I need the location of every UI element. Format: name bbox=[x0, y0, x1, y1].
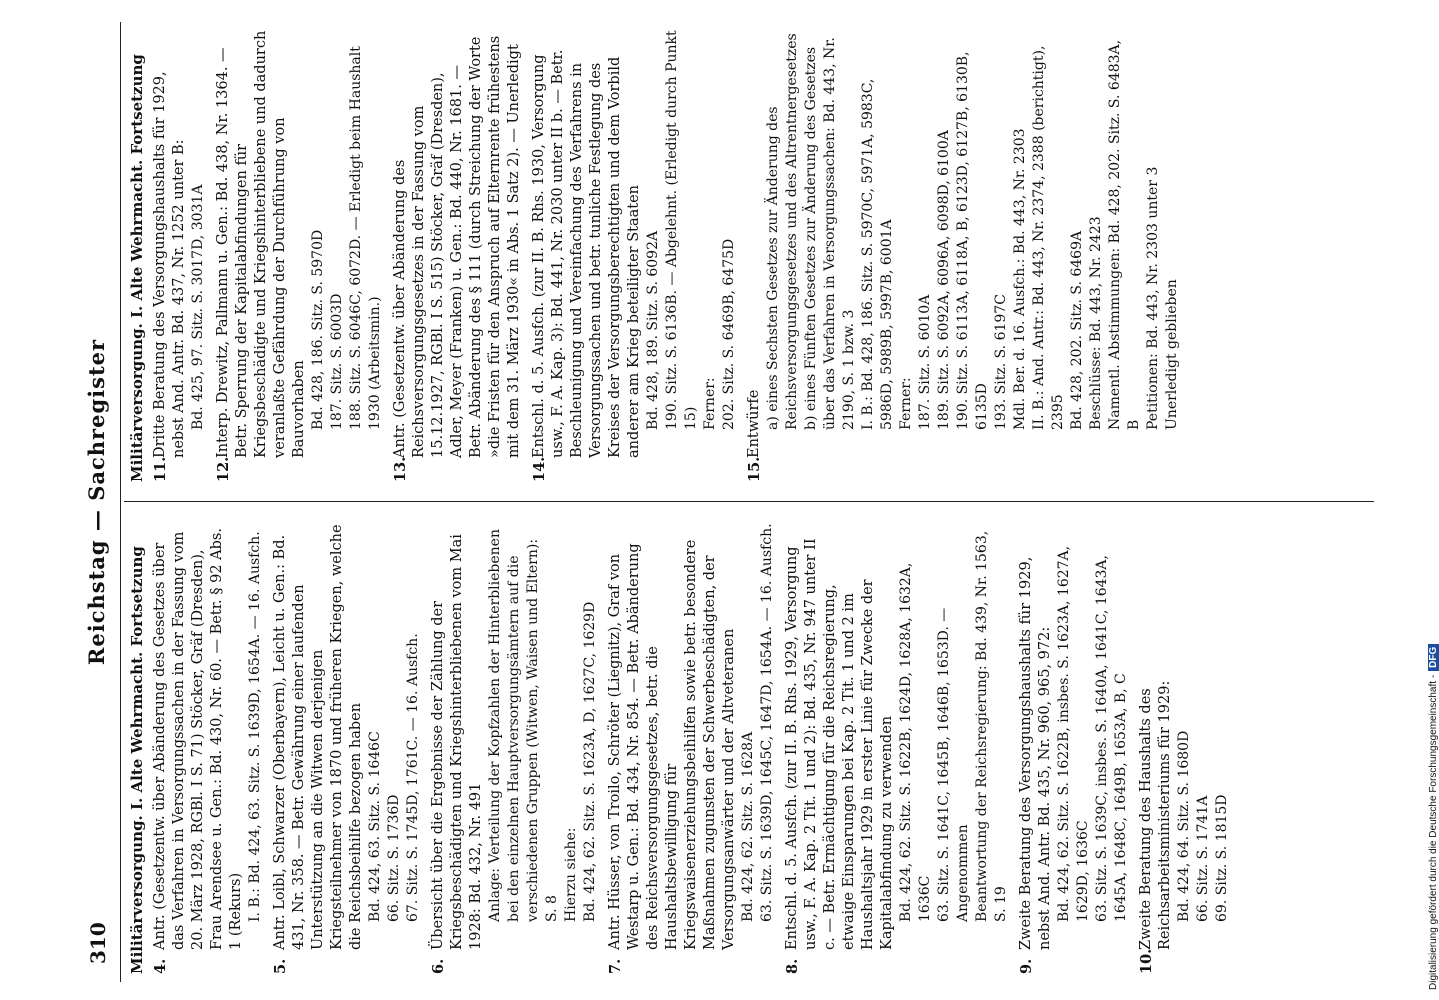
register-entry bbox=[151, 522, 265, 974]
entry-number: 13. bbox=[392, 456, 409, 482]
entry-number: 4. bbox=[152, 958, 169, 974]
entry-reference: I. B.: Bd. 424, 63. Sitz. S. 1639D, 1654A. — 16. Ausfch. bbox=[247, 531, 263, 922]
entry-number: 7. bbox=[607, 958, 624, 974]
entry-number: 10. bbox=[1138, 948, 1155, 974]
header-rule bbox=[120, 22, 121, 982]
entry-text: Entschl. d. 5. Ausfch. (zur II. B. Rhs. 1930, Versorgung usw., F. A. Kap. 3): Bd. 441, Nr. 2030 unter II b. — Betr. Beschleunigung und Vereinfachung des Verfahrens in Versorgungssachen und betr. tunliche Festlegung des Kreises der Versorgungsberechtigten und dem Vorbild anderer am Krieg beteiligter Staaten bbox=[531, 49, 642, 458]
dfg-logo: DFG bbox=[1428, 644, 1439, 671]
right-column-heading: Militärversorgung. I. Alte Wehrmacht. Fortsetzung bbox=[128, 54, 146, 482]
entry-reference: 190. Sitz. S. 6113A, 6118A, B, 6123D, 6127B, 6130B, 6135D bbox=[955, 51, 990, 430]
entry-reference: Beschlüsse: Bd. 443, Nr. 2423 bbox=[1088, 216, 1104, 430]
entry-number: 8. bbox=[784, 958, 801, 974]
entry-reference: Petitionen: Bd. 443, Nr. 2303 unter 3 bbox=[1145, 166, 1161, 430]
right-column bbox=[128, 30, 1188, 482]
page-number: 310 bbox=[86, 922, 110, 964]
entry-number: 9. bbox=[1018, 958, 1035, 974]
page-title: Reichstag — Sachregister bbox=[84, 338, 109, 666]
entry-reference: Bd. 428, 186. Sitz. S. 5970D bbox=[310, 229, 326, 430]
register-entry bbox=[530, 30, 739, 482]
entry-text: Dritte Beratung des Versorgungshaushalts für 1929, nebst And. Antr. Bd. 437, Nr. 1252 unter B: bbox=[152, 71, 187, 458]
register-entry bbox=[606, 522, 777, 974]
entry-reference: Beantwortung der Reichsregierung: Bd. 439, Nr. 1563, S. 19 bbox=[974, 530, 1009, 922]
entry-text: Interp. Drewitz, Pallmann u. Gen.: Bd. 438, Nr. 1364. — Betr. Sperrung der Kapitalabfindungen für Kriegsbeschädigte und Kriegshinterbliebene und dadurch veranlaßte Gefährdung der Durchführung von Bauvorhaben bbox=[215, 30, 307, 458]
entry-text: Übersicht über die Ergebnisse der Zählung der Kriegsbeschädigten und Kriegshinterbliebenen vom Mai 1928: Bd. 432, Nr. 491 bbox=[430, 534, 484, 950]
entry-text: Zweite Beratung des Versorgungshaushalts für 1929, nebst And. Antr. Bd. 435, Nr. 960, 965, 972: bbox=[1018, 556, 1053, 950]
entry-reference: Bd. 424, 62. Sitz. S. 1622B, 1624D, 1628A, 1632A, 1636C bbox=[898, 562, 933, 922]
entry-number: 14. bbox=[531, 456, 548, 482]
entry-number: 12. bbox=[215, 456, 232, 482]
left-column-heading: Militärversorgung. I. Alte Wehrmacht. Fortsetzung bbox=[128, 546, 146, 974]
entry-reference: Bd. 424, 62. Sitz. S. 1623A, D, 1627C, 1629D bbox=[582, 601, 598, 922]
entry-reference: Ferner: bbox=[898, 377, 914, 430]
entry-reference: 187. Sitz. S. 6010A bbox=[917, 294, 933, 430]
entry-number: 15. bbox=[746, 456, 763, 482]
entry-text: Antr. Loibl, Schwarzer (Oberbayern), Leicht u. Gen.: Bd. 431, Nr. 358. — Betr. Gewährung einer laufenden Unterstützung an die Witwen derjenigen Kriegsteilnehmer von 1870 und früheren Kriegen, welche die Reichsbeihilfe bezogen haben bbox=[272, 524, 364, 950]
entry-reference: Hierzu siehe: bbox=[563, 827, 579, 922]
entry-reference: a) eines Sechsten Gesetzes zur Änderung des Reichsversorgungsgesetzes und des Altrentnergesetzes bbox=[765, 33, 800, 430]
entry-text: Entwürfe bbox=[746, 389, 762, 458]
entry-number: 11. bbox=[152, 456, 169, 482]
entry-reference: 188. Sitz. S. 6046C, 6072D. — Erledigt beim Haushalt 1930 (Arbeitsmin.) bbox=[348, 46, 383, 430]
entry-text: Antr. (Gesetzentw. über Abänderung des Gesetzes über das Verfahren in Versorgungssachen in der Fassung vom 20. März 1928, RGBl. I S. 71) Stöcker, Gräf (Dresden), Frau Arendsee u. Gen.: Bd. 430, Nr. 60. — Betr. § 92 Abs. 1 (Rekurs) bbox=[152, 528, 244, 950]
credit-text: Digitalisierung gefördert durch die Deutsche Forschungsgemeinschaft - bbox=[1428, 674, 1439, 990]
column-divider bbox=[124, 501, 1374, 502]
entry-number: 6. bbox=[430, 958, 447, 974]
entry-reference: Ferner: bbox=[702, 377, 718, 430]
entry-reference: Bd. 425, 97. Sitz. S. 3017D, 3031A bbox=[190, 184, 206, 430]
register-entry bbox=[151, 30, 208, 482]
entry-reference: 63. Sitz. S. 1639C, insbes. S. 1640A, 1641C, 1643A, 1645A, 1648C, 1649B, 1653A, B, C bbox=[1094, 555, 1129, 922]
entry-reference: Unerledigt geblieben bbox=[1164, 279, 1180, 430]
entry-reference: Bd. 428, 202. Sitz. S. 6469A bbox=[1069, 230, 1085, 430]
entry-reference: 202. Sitz. S. 6469B, 6475D bbox=[721, 238, 737, 430]
entry-reference: Mdl. Ber. d. 16. Ausfch.: Bd. 443, Nr. 2303 bbox=[1012, 128, 1028, 430]
entry-reference: Bd. 428, 189. Sitz. S. 6092A bbox=[645, 230, 661, 430]
entry-reference: 69. Sitz. S. 1815D bbox=[1214, 794, 1230, 922]
entry-text: Zweite Beratung des Haushalts des Reichsarbeitsministeriums für 1929: bbox=[1138, 680, 1173, 950]
entry-reference: Bd. 424, 62. Sitz. S. 1622B, insbes. S. 1623A, 1627A, 1629D, 1636C bbox=[1056, 545, 1091, 922]
register-entry bbox=[214, 30, 385, 482]
entry-reference: 66. Sitz. S. 1736D bbox=[386, 794, 402, 922]
entry-reference: b) eines Fünften Gesetzes zur Änderung des Gesetzes über das Verfahren in Versorgungssachen: Bd. 443, Nr. 2190, S. 1 bzw. 3 bbox=[803, 37, 857, 430]
register-entry bbox=[745, 30, 1182, 482]
entry-reference: 63. Sitz. S. 1639D, 1645C, 1647D, 1654A. — 16. Ausfch. bbox=[759, 523, 775, 922]
entry-reference: 189. Sitz. S. 6092A, 6096A, 6098D, 6100A bbox=[936, 130, 952, 430]
entry-reference: I. B.: Bd. 428, 186. Sitz. S. 5970C, 5971A, 5983C, 5986D, 5989B, 5997B, 6001A bbox=[860, 78, 895, 430]
entry-reference: 63. Sitz. S. 1641C, 1645B, 1646B, 1653D. — Angenommen bbox=[936, 607, 971, 922]
entry-text: Antr. (Gesetzentw. über Abänderung des Reichsversorgungsgesetzes in der Fassung vom 15.12.1927, RGBl. I S. 515) Stöcker, Gräf (Dresden), Adler, Meyer (Franken) u. Gen.: Bd. 440, Nr. 1681. — Betr. Abänderung des § 111 (durch Streichung der Worte »die Fristen für den Anspruch auf Elternrente frühestens mit dem 31. März 1930« in Abs. 1 Satz 2). — Unerledigt bbox=[392, 35, 522, 458]
entry-reference: 190. Sitz. S. 6136B. — Abgelehnt. (Erledigt durch Punkt 15) bbox=[664, 30, 699, 430]
entry-text: Entschl. d. 5. Ausfch. (zur II. B. Rhs. 1929, Versorgung usw., F. A. Kap. 2 Tit. 1 und 2): Bd. 435, Nr. 947 unter II c. — Betr. Ermächtigung für die Reichsregierung, etwaige Einsparungen bei Kap. 2 Tit. 1 und 2 im Haushaltsjahr 1929 in erster Linie für Zwecke der Kapitalabfindung zu verwenden bbox=[784, 538, 895, 950]
register-entry bbox=[783, 522, 1011, 974]
register-entry bbox=[429, 522, 600, 974]
left-entries bbox=[151, 522, 1232, 974]
register-entry bbox=[1137, 522, 1232, 974]
entry-reference: Bd. 424, 62. Sitz. S. 1628A bbox=[740, 731, 756, 922]
entry-number: 5. bbox=[272, 958, 289, 974]
entry-reference: Bd. 424, 63. Sitz. S. 1646C bbox=[367, 731, 383, 922]
register-entry bbox=[391, 30, 524, 482]
entry-reference: 187. Sitz. S. 6003D bbox=[329, 293, 345, 430]
entry-text: Antr. Hüsser, von Troilo, Schröter (Liegnitz), Graf von Westarp u. Gen.: Bd. 434, Nr. 854. — Betr. Abänderung des Reichsversorgungsgesetzes, betr. die Haushaltsbewilligung für Kriegswaisenerziehungsbeihilfen sowie betr. besondere Maßnahmen zugunsten der Schwerbeschädigten, der Versorgungsanwärter und der Altveteranen bbox=[607, 539, 737, 950]
entry-reference: 67. Sitz. S. 1745D, 1761C. — 16. Ausfch. bbox=[405, 633, 421, 922]
entry-reference: 193. Sitz. S. 6197C bbox=[993, 294, 1009, 430]
rotated-page bbox=[80, 22, 1380, 982]
entry-reference: Anlage: Verteilung der Kopfzahlen der Hinterbliebenen bei den einzelnen Hauptversorgungsämtern auf die verschiedenen Gruppen (Witwen, Waisen und Eltern): S. 8 bbox=[487, 529, 560, 922]
entry-reference: Bd. 424, 64. Sitz. S. 1680D bbox=[1176, 730, 1192, 922]
register-entry bbox=[271, 522, 423, 974]
entry-reference: 66. Sitz. S. 1741A bbox=[1195, 795, 1211, 922]
left-column bbox=[128, 522, 1238, 974]
right-entries bbox=[151, 30, 1182, 482]
register-entry bbox=[1017, 522, 1131, 974]
entry-reference: II. B.: And. Antr.: Bd. 443, Nr. 2374, 2388 (berichtigt), 2395 bbox=[1031, 45, 1066, 430]
digitization-credit bbox=[1428, 10, 1439, 990]
running-head bbox=[80, 22, 120, 982]
entry-reference: Namentl. Abstimmungen: Bd. 428, 202. Sitz. S. 6483A, B bbox=[1107, 39, 1142, 430]
